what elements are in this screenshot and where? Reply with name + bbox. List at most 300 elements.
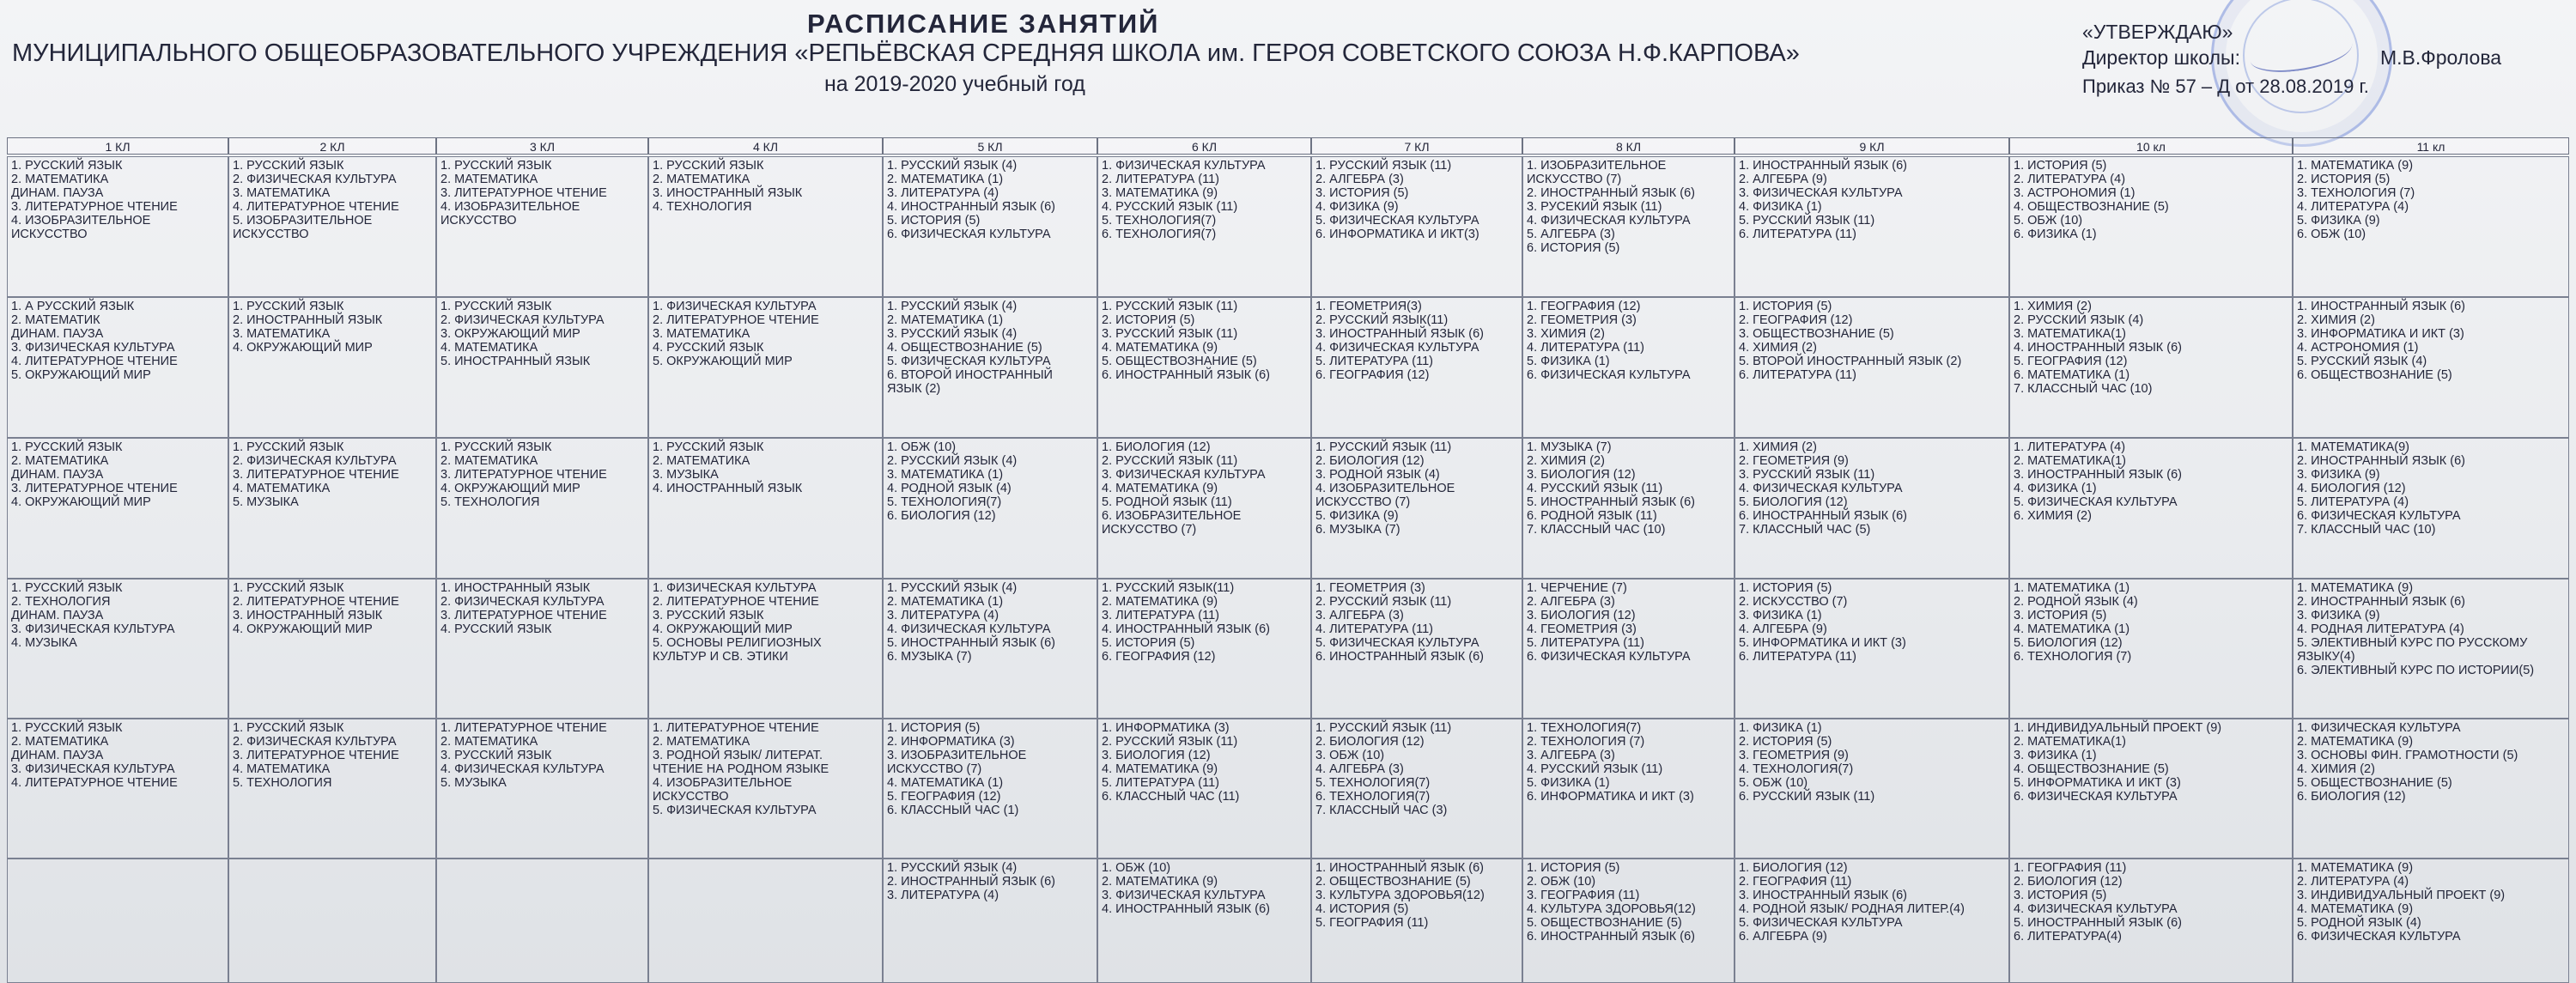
schedule-cell [2009, 438, 2293, 579]
lesson-line: 5. ФИЗИЧЕСКАЯ КУЛЬТУРА [1315, 636, 1479, 650]
lesson-line: 5. ЛИТЕРАТУРА (11) [1527, 636, 1645, 650]
lesson-line: 1. РУССКИЙ ЯЗЫК (4) [887, 159, 1018, 173]
lesson-line: 2. ЛИТЕРАТУРА (4) [2297, 875, 2409, 889]
lesson-line: 1. ФИЗИЧЕСКАЯ КУЛЬТУРА [2297, 721, 2461, 735]
schedule-cell [648, 719, 883, 859]
class-header: 10 кл [2009, 137, 2293, 155]
lesson-line: 2. АЛГЕБРА (9) [1739, 173, 1827, 186]
lesson-line: 3. ЛИТЕРАТУРА (11) [1102, 609, 1220, 622]
lesson-line: 2. МАТЕМАТИКА (9) [2297, 735, 2414, 749]
lesson-line: 2. МАТЕМАТИКА [440, 735, 538, 749]
schedule-cell [2009, 156, 2293, 297]
lesson-line: 1. ЧЕРЧЕНИЕ (7) [1527, 581, 1627, 595]
lesson-line: 2. ИНОСТРАННЫЙ ЯЗЫК (6) [2297, 454, 2466, 468]
lesson-line: 1. ИСТОРИЯ (5) [1739, 581, 1832, 595]
lesson-line: 1. ИСТОРИЯ (5) [1527, 861, 1620, 875]
lesson-line: 4. РУССКИЙ ЯЗЫК (11) [1527, 482, 1663, 495]
lesson-line: 4. ОКРУЖАЮЩИЙ МИР [233, 622, 373, 636]
lesson-line: 1. РУССКИЙ ЯЗЫК [11, 721, 123, 735]
lesson-line: 1. РУССКИЙ ЯЗЫК [233, 300, 344, 313]
lesson-line: 5. ИНОСТРАННЫЙ ЯЗЫК (6) [887, 636, 1056, 650]
lesson-line: 4. АСТРОНОМИЯ (1) [2297, 341, 2419, 355]
lesson-line: 4. МАТЕМАТИКА (1) [2014, 622, 2130, 636]
lesson-line: 6. ОБЖ (10) [2297, 228, 2366, 241]
lesson-line: 1. ФИЗИКА (1) [1739, 721, 1822, 735]
class-header: 1 КЛ [7, 137, 228, 155]
lesson-line: 2. ИСТОРИЯ (5) [1102, 313, 1195, 327]
lesson-line: 6. АЛГЕБРА (9) [1739, 930, 1827, 944]
lesson-line: 4. ТЕХНОЛОГИЯ [653, 200, 752, 214]
lesson-line: 7. КЛАССНЫЙ ЧАС (10) [1527, 523, 1666, 537]
lesson-line: 5. ИСТОРИЯ (5) [887, 214, 981, 228]
lesson-line: 4. ЛИТЕРАТУРА (11) [1527, 341, 1645, 355]
schedule-cell [436, 438, 648, 579]
lesson-line: 5. ИНФОРМАТИКА И ИКТ (3) [1739, 636, 1906, 650]
lesson-line: 2. ХИМИЯ (2) [1527, 454, 1605, 468]
schedule-cell [1097, 579, 1311, 719]
lesson-line: 3. ИНДИВИДУАЛЬНЫЙ ПРОЕКТ (9) [2297, 889, 2506, 902]
lesson-line: 4. ФИЗИЧЕСКАЯ КУЛЬТУРА [1315, 341, 1479, 355]
lesson-line: 5. ГЕОГРАФИЯ (12) [887, 790, 1001, 804]
schedule-cell [1522, 438, 1735, 579]
lesson-line: 2. РУССКИЙ ЯЗЫК (4) [2014, 313, 2144, 327]
lesson-line: 3. ИСТОРИЯ (5) [2014, 889, 2107, 902]
lesson-line: 6. ЛИТЕРАТУРА(4) [2014, 930, 2122, 944]
schedule-cell [1311, 156, 1522, 297]
schedule-cell [436, 719, 648, 859]
lesson-line: 7. КЛАССНЫЙ ЧАС (5) [1739, 523, 1871, 537]
lesson-line: 3. ИСТОРИЯ (5) [2014, 609, 2107, 622]
schedule-cell [2009, 297, 2293, 438]
lesson-line: 2. РОДНОЙ ЯЗЫК (4) [2014, 595, 2138, 609]
lesson-line: 5. РУССКИЙ ЯЗЫК (4) [2297, 355, 2427, 368]
lesson-line: 5. ЛИТЕРАТУРА (4) [2297, 495, 2409, 509]
schedule-cell [648, 297, 883, 438]
lesson-line: 2. РУССКИЙ ЯЗЫК (11) [1102, 735, 1238, 749]
lesson-line: 3. ГЕОГРАФИЯ (11) [1527, 889, 1640, 902]
lesson-line: 5. БИОЛОГИЯ (12) [2014, 636, 2123, 650]
institution-name: МУНИЦИПАЛЬНОГО ОБЩЕОБРАЗОВАТЕЛЬНОГО УЧРЕЖДЕНИЯ «РЕПЬЁВСКАЯ СРЕДНЯЯ ШКОЛА им. ГЕРОЯ СОВЕТСКОГО СОЮЗА Н.Ф.КАРПОВА» [12, 39, 1800, 67]
lesson-line: 4. РУССКИЙ ЯЗЫК [440, 622, 552, 636]
lesson-line: 2. ФИЗИЧЕСКАЯ КУЛЬТУРА [440, 313, 605, 327]
lesson-line: 5. ОБЖ (10) [1739, 776, 1808, 790]
lesson-line: 6. МУЗЫКА (7) [1315, 523, 1400, 537]
lesson-line: 1. ФИЗИЧЕСКАЯ КУЛЬТУРА [1102, 159, 1266, 173]
lesson-line: 3. АЛГЕБРА (3) [1527, 749, 1615, 762]
lesson-line: 4. ИЗОБРАЗИТЕЛЬНОЕ [1315, 482, 1455, 495]
order-number: Приказ № 57 – Д от 28.08.2019 г. [2082, 76, 2369, 97]
lesson-line: 2. ГЕОГРАФИЯ (11) [1739, 875, 1852, 889]
lesson-line: 1. МАТЕМАТИКА (9) [2297, 159, 2414, 173]
lesson-line: 7. КЛАССНЫЙ ЧАС (3) [1315, 804, 1448, 817]
schedule-cell [436, 297, 648, 438]
lesson-line: 5. ОБЩЕСТВОЗНАНИЕ (5) [2297, 776, 2452, 790]
lesson-line: 3. ИНОСТРАННЫЙ ЯЗЫК [653, 186, 803, 200]
lesson-line: 4. ТЕХНОЛОГИЯ(7) [1739, 762, 1854, 776]
lesson-line: 3. МАТЕМАТИКА [653, 327, 750, 341]
lesson-line: 3. МАТЕМАТИКА [233, 327, 331, 341]
lesson-line: 5. ГЕОГРАФИЯ (11) [1315, 916, 1429, 930]
lesson-line: 4. ФИЗИЧЕСКАЯ КУЛЬТУРА [1739, 482, 1903, 495]
lesson-line: 1. ИНОСТРАННЫЙ ЯЗЫК (6) [1739, 159, 1908, 173]
lesson-line: 2. ХИМИЯ (2) [2297, 313, 2375, 327]
lesson-line: 5. ФИЗИКА (9) [1315, 509, 1399, 523]
lesson-line: 2. ОБЩЕСТВОЗНАНИЕ (5) [1315, 875, 1471, 889]
lesson-line: 5. РУССКИЙ ЯЗЫК (11) [1739, 214, 1875, 228]
schedule-cell [436, 156, 648, 297]
lesson-line: 6. РУССКИЙ ЯЗЫК (11) [1739, 790, 1875, 804]
lesson-line: ЧТЕНИЕ НА РОДНОМ ЯЗЫКЕ [653, 762, 829, 776]
lesson-line: 4. ОКРУЖАЮЩИЙ МИР [440, 482, 580, 495]
lesson-line: 5. ИНФОРМАТИКА И ИКТ (3) [2014, 776, 2181, 790]
lesson-line: 1. ХИМИЯ (2) [1739, 440, 1817, 454]
lesson-line: 4. ИЗОБРАЗИТЕЛЬНОЕ [11, 214, 151, 228]
lesson-line: 6. ИНОСТРАННЫЙ ЯЗЫК (6) [1527, 930, 1696, 944]
lesson-line: ЯЗЫКУ(4) [2297, 650, 2355, 664]
lesson-line: 4. ФИЗИЧЕСКАЯ КУЛЬТУРА [2014, 902, 2178, 916]
lesson-line: 2. ГЕОМЕТРИЯ (3) [1527, 313, 1637, 327]
academic-year: на 2019-2020 учебный год [824, 72, 1085, 96]
lesson-line: 4. ФИЗИЧЕСКАЯ КУЛЬТУРА [1527, 214, 1691, 228]
schedule-cell [2009, 719, 2293, 859]
lesson-line: 1. РУССКИЙ ЯЗЫК [440, 440, 552, 454]
schedule-cell [436, 859, 648, 983]
lesson-line: 5. ТЕХНОЛОГИЯ(7) [1315, 776, 1431, 790]
official-seal [2211, 0, 2392, 147]
lesson-line: 2. МАТЕМАТИКА(1) [2014, 454, 2127, 468]
lesson-line: 6. ТЕХНОЛОГИЯ (7) [2014, 650, 2132, 664]
lesson-line: 4. ФИЗИКА (1) [2014, 482, 2097, 495]
schedule-cell [228, 719, 436, 859]
lesson-line: 1. ИСТОРИЯ (5) [887, 721, 981, 735]
lesson-line: 5. ИСТОРИЯ (5) [1102, 636, 1195, 650]
lesson-line: 6. ФИЗИЧЕСКАЯ КУЛЬТУРА [887, 228, 1051, 241]
lesson-line: 6. ЛИТЕРАТУРА (11) [1739, 228, 1857, 241]
schedule-cell [1735, 438, 2009, 579]
lesson-line: 4. КУЛЬТУРА ЗДОРОВЬЯ(12) [1527, 902, 1696, 916]
lesson-line: 5. ОБЖ (10) [2014, 214, 2083, 228]
lesson-line: 4. ХИМИЯ (2) [2297, 762, 2375, 776]
lesson-line: 4. ИЗОБРАЗИТЕЛЬНОЕ [653, 776, 793, 790]
lesson-line: 2. РУССКИЙ ЯЗЫК(11) [1315, 313, 1449, 327]
lesson-line: 6. ФИЗИЧЕСКАЯ КУЛЬТУРА [1527, 650, 1691, 664]
schedule-cell [1735, 156, 2009, 297]
lesson-line: 2. МАТЕМАТИКА [653, 735, 750, 749]
lesson-line: 3. РУССКИЙ ЯЗЫК [440, 749, 552, 762]
lesson-line: 4. АЛГЕБРА (3) [1315, 762, 1404, 776]
lesson-line: 5. ФИЗИЧЕСКАЯ КУЛЬТУРА [2014, 495, 2178, 509]
lesson-line: 2. ФИЗИЧЕСКАЯ КУЛЬТУРА [233, 735, 397, 749]
lesson-line: 1. ОБЖ (10) [1102, 861, 1171, 875]
lesson-line: 4. МАТЕМАТИКА (9) [1102, 762, 1218, 776]
lesson-line: 2. ТЕХНОЛОГИЯ [11, 595, 111, 609]
schedule-cell [2293, 438, 2569, 579]
lesson-line: 1. МАТЕМАТИКА (9) [2297, 861, 2414, 875]
schedule-cell [883, 297, 1097, 438]
lesson-line: 5. МУЗЫКА [233, 495, 299, 509]
lesson-line: 4. ЛИТЕРАТУРНОЕ ЧТЕНИЕ [233, 200, 399, 214]
lesson-line: 1. ИЗОБРАЗИТЕЛЬНОЕ [1527, 159, 1667, 173]
schedule-cell [1522, 297, 1735, 438]
lesson-line: 1. ФИЗИЧЕСКАЯ КУЛЬТУРА [653, 300, 817, 313]
lesson-line: 6. ИСТОРИЯ (5) [1527, 241, 1620, 255]
lesson-line: 6. ИНФОРМАТИКА И ИКТ(3) [1315, 228, 1479, 241]
schedule-cell [648, 859, 883, 983]
lesson-line: 6. ИНФОРМАТИКА И ИКТ (3) [1527, 790, 1694, 804]
lesson-line: 2. МАТЕМАТИКА [653, 173, 750, 186]
director-name: М.В.Фролова [2380, 46, 2502, 69]
lesson-line: 4. ИНОСТРАННЫЙ ЯЗЫК (6) [887, 200, 1056, 214]
director-label: Директор школы: [2082, 46, 2240, 69]
lesson-line: 1. ТЕХНОЛОГИЯ(7) [1527, 721, 1642, 735]
lesson-line: 1. ГЕОМЕТРИЯ(3) [1315, 300, 1422, 313]
lesson-line: 1. РУССКИЙ ЯЗЫК [11, 440, 123, 454]
lesson-line: 5. ФИЗИЧЕСКАЯ КУЛЬТУРА [1315, 214, 1479, 228]
lesson-line: 2. БИОЛОГИЯ (12) [2014, 875, 2123, 889]
schedule-cell [2293, 859, 2569, 983]
lesson-line: 1. РУССКИЙ ЯЗЫК (11) [1315, 721, 1452, 735]
lesson-line: 2. МАТЕМАТИКА [11, 735, 109, 749]
schedule-cell [1735, 859, 2009, 983]
lesson-line: 4. ОБЩЕСТВОЗНАНИЕ (5) [887, 341, 1042, 355]
lesson-line: 4. РОДНАЯ ЛИТЕРАТУРА (4) [2297, 622, 2464, 636]
schedule-cell [1311, 297, 1522, 438]
lesson-line: 5. ОБЩЕСТВОЗНАНИЕ (5) [1102, 355, 1257, 368]
lesson-line: 4. МАТЕМАТИКА (9) [1102, 482, 1218, 495]
schedule-cell [648, 156, 883, 297]
lesson-line: 4. БИОЛОГИЯ (12) [2297, 482, 2406, 495]
lesson-line: ДИНАМ. ПАУЗА [11, 468, 104, 482]
lesson-line: 1. ОБЖ (10) [887, 440, 957, 454]
lesson-line: 1. ИНОСТРАННЫЙ ЯЗЫК [440, 581, 591, 595]
lesson-line: 5. ФИЗИКА (1) [1527, 776, 1610, 790]
lesson-line: 5. РОДНОЙ ЯЗЫК (4) [2297, 916, 2421, 930]
schedule-cell [1097, 719, 1311, 859]
lesson-line: 2. БИОЛОГИЯ (12) [1315, 454, 1425, 468]
class-header: 11 кл [2293, 137, 2569, 155]
schedule-cell [228, 438, 436, 579]
lesson-line: 4. ИСТОРИЯ (5) [1315, 902, 1409, 916]
lesson-line: 3. ТЕХНОЛОГИЯ (7) [2297, 186, 2415, 200]
lesson-line: 5. БИОЛОГИЯ (12) [1739, 495, 1848, 509]
lesson-line: 4. МАТЕМАТИКА [233, 762, 331, 776]
lesson-line: 2. ФИЗИЧЕСКАЯ КУЛЬТУРА [233, 454, 397, 468]
schedule-cell [883, 438, 1097, 579]
schedule-cell [2293, 579, 2569, 719]
lesson-line: 3. ЛИТЕРАТУРНОЕ ЧТЕНИЕ [11, 482, 178, 495]
lesson-line: 3. ЛИТЕРАТУРНОЕ ЧТЕНИЕ [233, 468, 399, 482]
lesson-line: 1. ИСТОРИЯ (5) [2014, 159, 2107, 173]
lesson-line: 3. ФИЗИКА (9) [2297, 609, 2380, 622]
lesson-line: 1. РУССКИЙ ЯЗЫК [11, 159, 123, 173]
lesson-line: 1. РУССКИЙ ЯЗЫК(11) [1102, 581, 1235, 595]
lesson-line: 4. ФИЗИКА (9) [1315, 200, 1399, 214]
lesson-line: 5. ТЕХНОЛОГИЯ(7) [1102, 214, 1217, 228]
lesson-line: 2. МАТЕМАТИКА (1) [887, 173, 1004, 186]
lesson-line: 1. ЛИТЕРАТУРНОЕ ЧТЕНИЕ [653, 721, 819, 735]
lesson-line: 3. БИОЛОГИЯ (12) [1102, 749, 1211, 762]
lesson-line: 3. БИОЛОГИЯ (12) [1527, 609, 1636, 622]
lesson-line: 2. ГЕОГРАФИЯ (12) [1739, 313, 1853, 327]
lesson-line: 3. МАТЕМАТИКА (1) [887, 468, 1004, 482]
lesson-line: ИСКУССТВО [233, 228, 309, 241]
lesson-line: 1. РУССКИЙ ЯЗЫК [653, 159, 764, 173]
lesson-line: 5. ФИЗИЧЕСКАЯ КУЛЬТУРА [887, 355, 1051, 368]
lesson-line: 1. ГЕОГРАФИЯ (11) [2014, 861, 2127, 875]
lesson-line: 1. ИНОСТРАННЫЙ ЯЗЫК (6) [2297, 300, 2466, 313]
lesson-line: 3. РОДНОЙ ЯЗЫК/ ЛИТЕРАТ. [653, 749, 823, 762]
lesson-line: 1. БИОЛОГИЯ (12) [1739, 861, 1848, 875]
lesson-line: 2. ИСТОРИЯ (5) [2297, 173, 2391, 186]
lesson-line: 2. МАТЕМАТИКА [440, 454, 538, 468]
lesson-line: 3. РУССКИЙ ЯЗЫК (11) [1102, 327, 1238, 341]
lesson-line: 1. РУССКИЙ ЯЗЫК (4) [887, 300, 1018, 313]
lesson-line: 6. ИНОСТРАННЫЙ ЯЗЫК (6) [1102, 368, 1271, 382]
lesson-line: ДИНАМ. ПАУЗА [11, 749, 104, 762]
lesson-line: 3. ЛИТЕРАТУРНОЕ ЧТЕНИЕ [440, 186, 607, 200]
class-header: 2 КЛ [228, 137, 436, 155]
lesson-line: 4. РУССКИЙ ЯЗЫК (11) [1527, 762, 1663, 776]
lesson-line: 1. ХИМИЯ (2) [2014, 300, 2092, 313]
lesson-line: 4. ЛИТЕРАТУРА (4) [2297, 200, 2409, 214]
class-header: 3 КЛ [436, 137, 648, 155]
lesson-line: 2. МАТЕМАТИКА (9) [1102, 595, 1218, 609]
lesson-line: 1. РУССКИЙ ЯЗЫК (11) [1315, 440, 1452, 454]
lesson-line: 2. ФИЗИЧЕСКАЯ КУЛЬТУРА [233, 173, 397, 186]
schedule-cell [7, 579, 228, 719]
schedule-cell [883, 579, 1097, 719]
lesson-line: 5. ОКРУЖАЮЩИЙ МИР [11, 368, 151, 382]
schedule-cell [2009, 859, 2293, 983]
lesson-line: 6. МУЗЫКА (7) [887, 650, 972, 664]
lesson-line: ДИНАМ. ПАУЗА [11, 609, 104, 622]
lesson-line: 3. РУССКИЙ ЯЗЫК [653, 609, 764, 622]
lesson-line: 3. ИНОСТРАННЫЙ ЯЗЫК (6) [2014, 468, 2183, 482]
lesson-line: 6. РОДНОЙ ЯЗЫК (11) [1527, 509, 1657, 523]
lesson-line: 2. ИНОСТРАННЫЙ ЯЗЫК (6) [2297, 595, 2466, 609]
lesson-line: 3. ФИЗИЧЕСКАЯ КУЛЬТУРА [1102, 889, 1266, 902]
schedule-cell [228, 579, 436, 719]
lesson-line: 6. ГЕОГРАФИЯ (12) [1102, 650, 1216, 664]
lesson-line: 1. РУССКИЙ ЯЗЫК [653, 440, 764, 454]
lesson-line: 2. РУССКИЙ ЯЗЫК (11) [1315, 595, 1452, 609]
lesson-line: 2. ЛИТЕРАТУРА (4) [2014, 173, 2126, 186]
lesson-line: 7. КЛАССНЫЙ ЧАС (10) [2297, 523, 2436, 537]
lesson-line: 4. ОБЩЕСТВОЗНАНИЕ (5) [2014, 200, 2169, 214]
lesson-line: 4. РУССКИЙ ЯЗЫК (11) [1102, 200, 1238, 214]
lesson-line: 4. МАТЕМАТИКА [233, 482, 331, 495]
lesson-line: 1. РУССКИЙ ЯЗЫК (11) [1315, 159, 1452, 173]
schedule-cell [1097, 156, 1311, 297]
lesson-line: 3. БИОЛОГИЯ (12) [1527, 468, 1636, 482]
lesson-line: 1. РУССКИЙ ЯЗЫК (11) [1102, 300, 1238, 313]
lesson-line: 4. РОДНОЙ ЯЗЫК (4) [887, 482, 1012, 495]
lesson-line: 6. ФИЗИЧЕСКАЯ КУЛЬТУРА [2014, 790, 2178, 804]
lesson-line: ДИНАМ. ПАУЗА [11, 186, 104, 200]
class-header: 8 КЛ [1522, 137, 1735, 155]
lesson-line: 6. ФИЗИКА (1) [2014, 228, 2097, 241]
lesson-line: 2. МАТЕМАТИКА (1) [887, 595, 1004, 609]
lesson-line: 5. РОДНОЙ ЯЗЫК (11) [1102, 495, 1232, 509]
lesson-line: 6. ФИЗИЧЕСКАЯ КУЛЬТУРА [2297, 509, 2461, 523]
lesson-line: 4. ИНОСТРАННЫЙ ЯЗЫК (6) [1102, 902, 1271, 916]
lesson-line: 4. ЛИТЕРАТУРА (11) [1315, 622, 1434, 636]
lesson-line: 1. МУЗЫКА (7) [1527, 440, 1612, 454]
lesson-line: 1. МАТЕМАТИКА(9) [2297, 440, 2410, 454]
lesson-line: 3. ХИМИЯ (2) [1527, 327, 1605, 341]
lesson-line: 4. ЛИТЕРАТУРНОЕ ЧТЕНИЕ [11, 776, 178, 790]
lesson-line: 2. ОБЖ (10) [1527, 875, 1596, 889]
lesson-line: 5. ТЕХНОЛОГИЯ [233, 776, 332, 790]
class-header: 5 КЛ [883, 137, 1097, 155]
schedule-cell [228, 156, 436, 297]
lesson-line: 1. ФИЗИЧЕСКАЯ КУЛЬТУРА [653, 581, 817, 595]
lesson-line: 3. ФИЗИКА (9) [2297, 468, 2380, 482]
lesson-line: 3. МАТЕМАТИКА(1) [2014, 327, 2127, 341]
schedule-cell [2293, 156, 2569, 297]
lesson-line: 3. ИНФОРМАТИКА И ИКТ (3) [2297, 327, 2464, 341]
lesson-line: 2. МАТЕМАТИКА [653, 454, 750, 468]
schedule-cell [1311, 719, 1522, 859]
lesson-line: 5. ИНОСТРАННЫЙ ЯЗЫК (6) [1527, 495, 1696, 509]
schedule-cell [228, 859, 436, 983]
lesson-line: 5. МУЗЫКА [440, 776, 507, 790]
lesson-line: 4. МАТЕМАТИКА [440, 341, 538, 355]
lesson-line: 3. ФИЗИЧЕСКАЯ КУЛЬТУРА [1739, 186, 1903, 200]
lesson-line: 4. ОКРУЖАЮЩИЙ МИР [11, 495, 151, 509]
schedule-cell [1735, 719, 2009, 859]
lesson-line: 1. РУССКИЙ ЯЗЫК [440, 159, 552, 173]
class-header: 9 КЛ [1735, 137, 2009, 155]
lesson-line: 5. ФИЗИКА (9) [2297, 214, 2380, 228]
lesson-line: 1. РУССКИЙ ЯЗЫК [440, 300, 552, 313]
lesson-line: ИСКУССТВО [440, 214, 517, 228]
lesson-line: 6. ИЗОБРАЗИТЕЛЬНОЕ [1102, 509, 1242, 523]
lesson-line: 1. РУССКИЙ ЯЗЫК [11, 581, 123, 595]
lesson-line: 2. ИНОСТРАННЫЙ ЯЗЫК (6) [887, 875, 1056, 889]
lesson-line: ИСКУССТВО (7) [887, 762, 982, 776]
lesson-line: 2. ИНОСТРАННЫЙ ЯЗЫК (6) [1527, 186, 1696, 200]
lesson-line: 3. ОКРУЖАЮЩИЙ МИР [440, 327, 580, 341]
lesson-line: 6. ГЕОГРАФИЯ (12) [1315, 368, 1430, 382]
lesson-line: 1. РУССКИЙ ЯЗЫК (4) [887, 581, 1018, 595]
lesson-line: 4. ИНОСТРАННЫЙ ЯЗЫК [653, 482, 803, 495]
lesson-line: 1. РУССКИЙ ЯЗЫК [233, 159, 344, 173]
lesson-line: 4. АЛГЕБРА (9) [1739, 622, 1827, 636]
lesson-line: 1. А РУССКИЙ ЯЗЫК [11, 300, 135, 313]
schedule-cell [648, 579, 883, 719]
lesson-line: 3. ОБЖ (10) [1315, 749, 1385, 762]
lesson-line: 3. ЛИТЕРАТУРА (4) [887, 889, 999, 902]
lesson-line: 6. БИОЛОГИЯ (12) [887, 509, 996, 523]
lesson-line: 3. ЛИТЕРАТУРА (4) [887, 186, 999, 200]
lesson-line: 3. РОДНОЙ ЯЗЫК (4) [1315, 468, 1440, 482]
lesson-line: 3. ИСТОРИЯ (5) [1315, 186, 1409, 200]
schedule-cell [228, 297, 436, 438]
lesson-line: 3. ЛИТЕРАТУРНОЕ ЧТЕНИЕ [440, 468, 607, 482]
lesson-line: 6. ЛИТЕРАТУРА (11) [1739, 650, 1857, 664]
schedule-cell [1097, 438, 1311, 579]
lesson-line: 6. БИОЛОГИЯ (12) [2297, 790, 2406, 804]
lesson-line: 3. ОБЩЕСТВОЗНАНИЕ (5) [1739, 327, 1894, 341]
schedule-cell [1522, 579, 1735, 719]
lesson-line: 4. ФИЗИЧЕСКАЯ КУЛЬТУРА [887, 622, 1051, 636]
lesson-line: 3. ЛИТЕРАТУРА (4) [887, 609, 999, 622]
approval-label: «УТВЕРЖДАЮ» [2082, 21, 2233, 43]
lesson-line: 6. ЭЛЕКТИВНЫЙ КУРС ПО ИСТОРИИ(5) [2297, 664, 2535, 677]
lesson-line: 6. ВТОРОЙ ИНОСТРАННЫЙ [887, 368, 1053, 382]
lesson-line: 4. ГЕОМЕТРИЯ (3) [1527, 622, 1637, 636]
